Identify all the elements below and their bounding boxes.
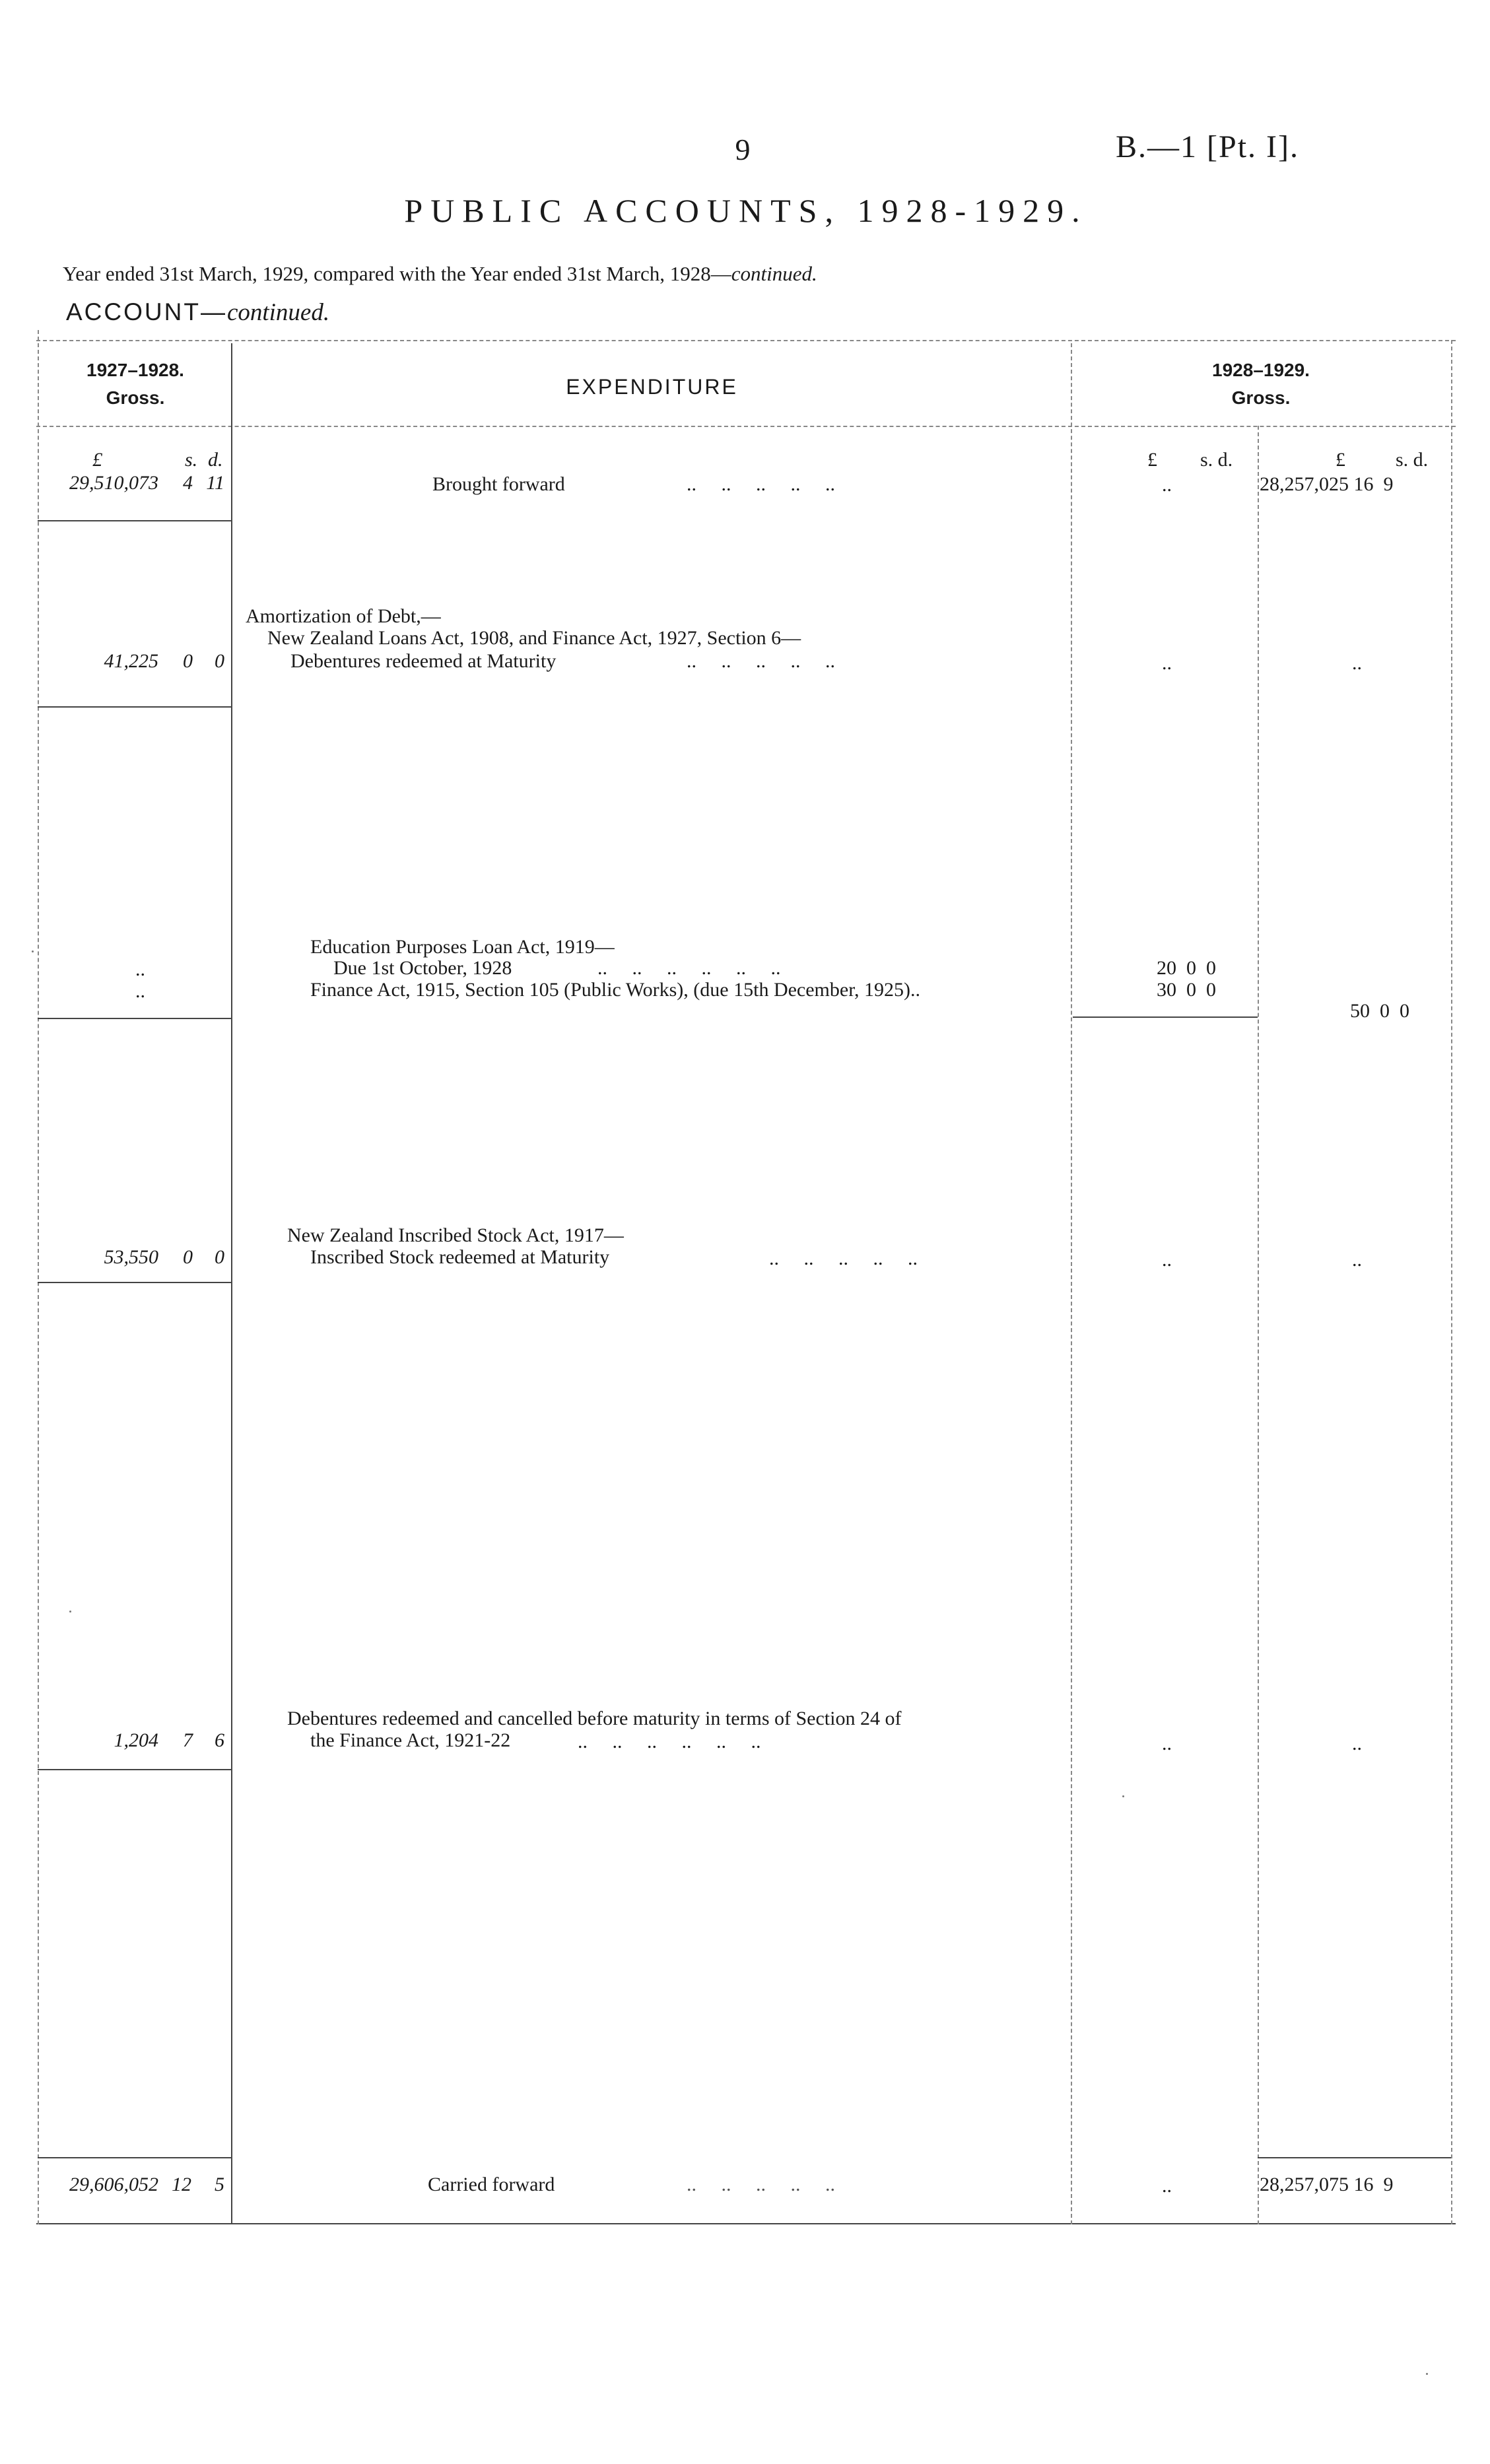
subtotal-rule-education (1073, 1016, 1258, 1018)
prev-shillings: 7 (183, 1729, 193, 1751)
total-sd-heading: s. d. (1396, 449, 1429, 471)
prev-value-1: .. (135, 958, 145, 980)
prev-pence: 0 (215, 650, 224, 672)
dot-leaders: .. .. .. .. .. (687, 2174, 835, 2195)
sub-value-2: 30 0 0 (1157, 979, 1216, 1001)
row-label: Carried forward (428, 2174, 555, 2195)
scan-speck (1426, 2373, 1428, 2375)
col-heading-1928-1929 (1073, 356, 1449, 412)
subtitle-main: Year ended 31st March, 1929, compared with the Year ended 31st March, 1928— (63, 262, 731, 285)
table-left-border (38, 330, 39, 2224)
prev-pounds: 41,225 (104, 650, 158, 672)
sub-sd-heading: s. d. (1200, 449, 1233, 471)
col-heading-1927-1928-year: 1927–1928. (86, 360, 184, 380)
table-top-rule (36, 340, 1456, 341)
row-rule-carried-forward (38, 2157, 231, 2158)
table-right-border (1451, 340, 1452, 2224)
section-heading: Amortization of Debt,— (246, 605, 441, 627)
subtitle-suffix: continued. (731, 262, 817, 285)
sub-value: .. (1162, 1249, 1172, 1271)
page-title: PUBLIC ACCOUNTS, 1928-1929. (404, 192, 1088, 229)
dot-leaders-1: .. .. .. .. .. .. (597, 957, 781, 979)
prev-pence: 0 (215, 1246, 224, 1268)
act-line: New Zealand Inscribed Stock Act, 1917— (287, 1224, 624, 1246)
act-line: New Zealand Loans Act, 1908, and Finance Act, 1927, Section 6— (267, 627, 801, 649)
prev-pence-heading: d. (208, 449, 223, 471)
scan-speck (69, 1611, 71, 1613)
col-heading-1927-1928 (40, 356, 231, 412)
item-line-1: Due 1st October, 1928 (333, 957, 512, 979)
prev-pounds: 29,606,052 (69, 2174, 158, 2195)
section-label-suffix: continued. (226, 299, 330, 326)
item-line-2: Finance Act, 1915, Section 105 (Public Works), (due 15th December, 1925).. (310, 979, 920, 1001)
total-value: 28,257,075 16 9 (1260, 2174, 1394, 2195)
prev-pounds: 53,550 (104, 1246, 158, 1268)
dot-leaders: .. .. .. .. .. (687, 650, 835, 672)
col-divider-desc (1071, 343, 1072, 2224)
row-rule-cancelled (38, 1769, 231, 1770)
scan-speck (32, 950, 34, 952)
row-rule-brought-forward (38, 520, 231, 521)
table-bottom-rule (36, 2223, 1456, 2224)
item-line-1: Debentures redeemed and cancelled before maturity in terms of Section 24 of (287, 1708, 902, 1729)
total-value: 50 0 0 (1350, 1000, 1409, 1022)
row-label: Brought forward (432, 473, 565, 495)
col-heading-expenditure: EXPENDITURE (566, 375, 738, 399)
col-divider-prev (231, 343, 232, 2224)
total-rule-carried-forward (1258, 2157, 1451, 2158)
col-heading-1928-1929-year: 1928–1929. (1212, 360, 1310, 380)
prev-pence: 6 (215, 1729, 224, 1751)
total-value: .. (1352, 1733, 1362, 1754)
prev-pounds: 1,204 (114, 1729, 158, 1751)
act-line: Education Purposes Loan Act, 1919— (310, 936, 615, 958)
prev-shillings: 0 (183, 1246, 193, 1268)
dot-leaders: .. .. .. .. .. (769, 1248, 918, 1269)
item-line: Debentures redeemed at Maturity (290, 650, 557, 672)
col-heading-1928-1929-gross: Gross. (1231, 387, 1291, 408)
col-heading-1927-1928-gross: Gross. (106, 387, 165, 408)
total-value: .. (1352, 652, 1362, 674)
total-pound-symbol: £ (1336, 449, 1345, 471)
prev-shillings: 0 (183, 650, 193, 672)
sub-value: .. (1162, 474, 1172, 496)
prev-value-2: .. (135, 980, 145, 1002)
sub-value: .. (1162, 2175, 1172, 2197)
dot-leaders: .. .. .. .. .. (687, 473, 835, 495)
prev-pounds: 29,510,073 (69, 472, 158, 494)
row-rule-inscribed (38, 1282, 231, 1283)
prev-pence: 5 (215, 2174, 224, 2195)
prev-pence: 11 (206, 472, 224, 494)
page-number: 9 (735, 133, 751, 166)
total-value: .. (1352, 1249, 1362, 1271)
prev-pound-symbol: £ (92, 449, 102, 471)
document-reference: B.—1 [Pt. I]. (1116, 129, 1299, 164)
row-rule-education (38, 1018, 231, 1019)
table-header-rule (36, 426, 1456, 427)
dot-leaders: .. .. .. .. .. .. (578, 1731, 761, 1752)
sub-value: .. (1162, 652, 1172, 674)
col-divider-sub (1258, 426, 1259, 2224)
sub-value: .. (1162, 1733, 1172, 1754)
prev-shillings: 12 (172, 2174, 191, 2195)
item-line: Inscribed Stock redeemed at Maturity (310, 1246, 610, 1268)
prev-shillings-heading: s. (185, 449, 198, 471)
sub-pound-symbol: £ (1147, 449, 1157, 471)
item-line-2: the Finance Act, 1921-22 (310, 1729, 511, 1751)
sub-value-1: 20 0 0 (1157, 957, 1216, 979)
total-value: 28,257,025 16 9 (1260, 473, 1394, 495)
subtitle (63, 262, 1119, 286)
section-label-main: ACCOUNT— (66, 298, 227, 325)
section-label (66, 298, 660, 327)
row-rule-amortization (38, 706, 231, 708)
prev-shillings: 4 (183, 472, 193, 494)
scan-speck (1122, 1795, 1124, 1797)
